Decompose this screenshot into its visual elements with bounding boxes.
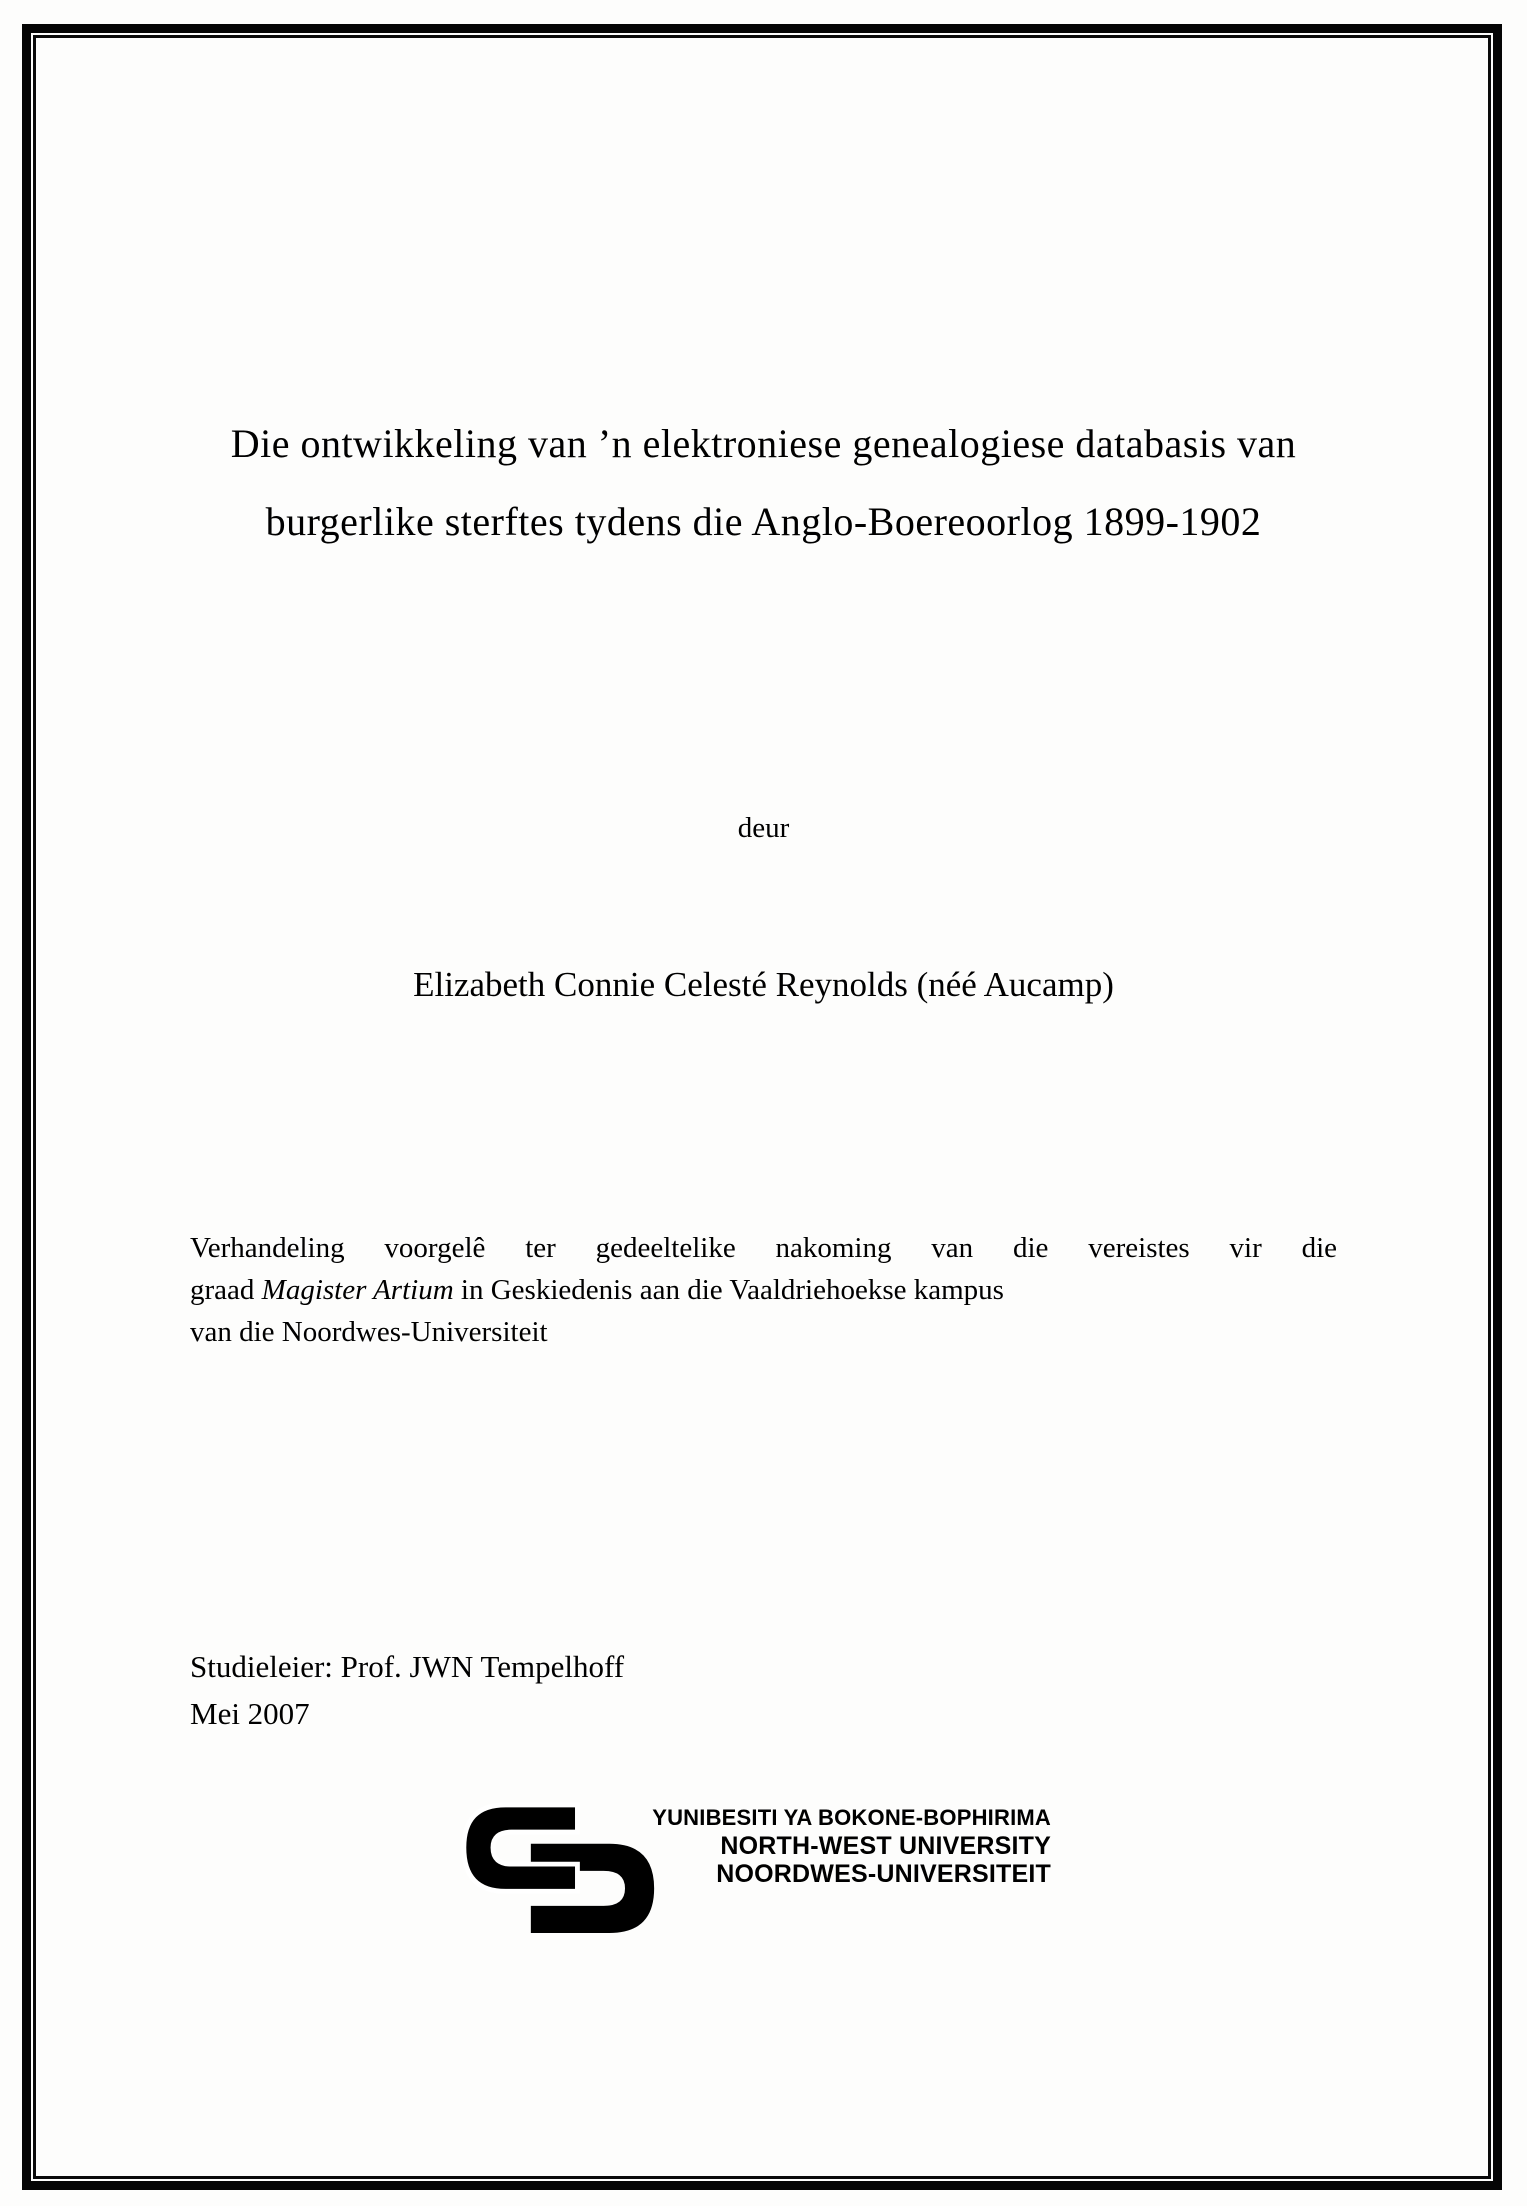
date-line: Mei 2007 [190, 1696, 310, 1731]
degree-statement-line2 [190, 1269, 1337, 1311]
thesis-title [190, 405, 1337, 561]
thesis-title-line2: burgerlike sterftes tydens die Anglo-Boereoorlog 1899-1902 [265, 499, 1262, 544]
page-content [36, 405, 1488, 1945]
nwu-logo-text [455, 1803, 1051, 1888]
nwu-logo-text-setswana: YUNIBESITI YA BOKONE-BOPHIRIMA [652, 1805, 1051, 1830]
degree-statement-line2-post: in Geskiedenis aan die Vaaldriehoekse kampus [453, 1274, 1004, 1306]
degree-statement [190, 1227, 1337, 1353]
author-name: Elizabeth Connie Celesté Reynolds (néé Aucamp) [413, 965, 1114, 1004]
nwu-logo [455, 1800, 1095, 1945]
page-outer-border [22, 24, 1502, 2190]
supervisor-line: Studieleier: Prof. JWN Tempelhoff [190, 1649, 625, 1684]
page-inner-border [33, 35, 1491, 2179]
nwu-logo-text-english: NORTH-WEST UNIVERSITY [720, 1832, 1051, 1860]
degree-statement-line3: van die Noordwes-Universiteit [190, 1316, 548, 1348]
nwu-logo-text-afrikaans: NOORDWES-UNIVERSITEIT [716, 1860, 1051, 1888]
degree-statement-line2-pre: graad [190, 1274, 262, 1306]
thesis-title-line1: Die ontwikkeling van ’n elektroniese genealogiese databasis van [230, 421, 1297, 466]
byline-preposition: deur [737, 812, 790, 844]
supervisor-block [190, 1643, 1337, 1737]
degree-statement-line1: Verhandeling voorgelê ter gedeeltelike nakoming van die vereistes vir die [190, 1232, 1337, 1264]
degree-name-italic: Magister Artium [261, 1274, 454, 1306]
